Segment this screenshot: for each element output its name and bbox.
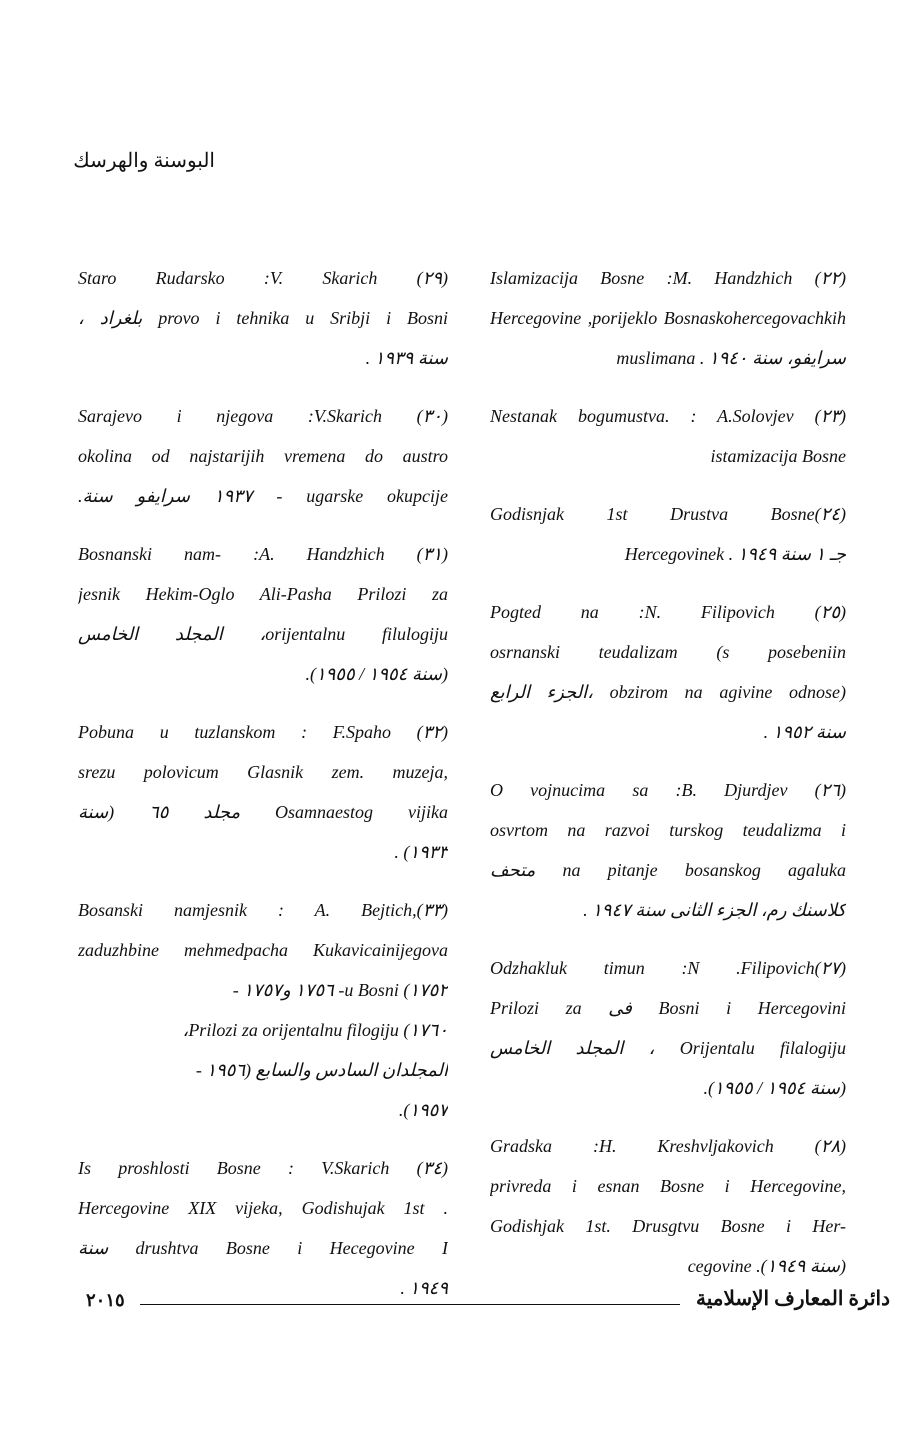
- entry-line: الجزء الرابع، obzirom na agivine odnose): [490, 682, 846, 702]
- entry-line: Nestanak bogumustva. : A.Solovjev (٢٣): [490, 406, 846, 426]
- entry-line: osrnanski teudalizam (s posebeniin: [490, 642, 846, 662]
- bibliography-entry: [490, 592, 846, 752]
- page-footer: [78, 1286, 890, 1316]
- bibliography-entry: [78, 396, 448, 516]
- entry-line: متحف na pitanje bosanskog agaluka: [490, 860, 846, 880]
- bibliography-entry: [78, 890, 448, 1130]
- entry-line: Pobuna u tuzlanskom : F.Spaho (٣٢): [78, 722, 448, 742]
- bibliography-entry: [490, 948, 846, 1108]
- page-header-title: البوسنة والهرسك: [73, 150, 215, 172]
- entry-line: (سنة ١٩٤٩). cegovine: [687, 1256, 846, 1276]
- entry-line: Godishjak 1st. Drusgtvu Bosne i Her-: [490, 1216, 846, 1236]
- entry-line: .١٩٣٧ سرايفو سنة - ugarske okupcije: [78, 486, 448, 506]
- entry-line: جـ ١ سنة ١٩٤٩ . Hercegovinek: [624, 544, 846, 564]
- bibliography-entry: [78, 258, 448, 378]
- bibliography-entry: [490, 494, 846, 574]
- bibliography-entry: [78, 534, 448, 694]
- bibliography-entry: [78, 1148, 448, 1308]
- bibliography-entry: [490, 396, 846, 476]
- entry-line: Islamizacija Bosne :M. Handzhich (٢٢): [490, 268, 846, 288]
- entry-line: istamizacija Bosne: [710, 446, 846, 466]
- entry-line: ١٩٤٩ .: [400, 1278, 448, 1298]
- entry-line: Staro Rudarsko :V. Skarich (٢٩): [78, 268, 448, 288]
- entry-line: Hercegovine XIX vijeka, Godishujak 1st .: [78, 1198, 448, 1218]
- journal-title: دائرة المعارف الإسلامية: [695, 1288, 890, 1310]
- entry-line: ١٩٣٣) .: [394, 842, 448, 862]
- entry-line: ، بلغراد provo i tehnika u Sribji i Bosni: [78, 308, 448, 328]
- entry-line: سنة drushtva Bosne i Hecegovine I: [78, 1238, 448, 1258]
- entry-line: okolina od najstarijih vremena do austro: [78, 446, 448, 466]
- entry-line: jesnik Hekim-Oglo Ali-Pasha Prilozi za: [78, 584, 448, 604]
- entry-line: Odzhakluk timun :N .Filipovich(٢٧): [490, 958, 846, 978]
- bibliography-entry: [490, 1126, 846, 1286]
- entry-line: O vojnucima sa :B. Djurdjev (٢٦): [490, 780, 846, 800]
- entry-line: Bosnanski nam- :A. Handzhich (٣١): [78, 544, 448, 564]
- entry-line: srezu polovicum Glasnik zem. muzeja,: [78, 762, 448, 782]
- right-column: [490, 258, 846, 1304]
- entry-line: سرايفو، سنة ١٩٤٠ . muslimana: [616, 348, 846, 368]
- bibliography-entry: [490, 770, 846, 930]
- entry-line: osvrtom na razvoi turskog teudalizma i: [490, 820, 846, 840]
- entry-line: Prilozi za فى Bosni i Hercegovini: [490, 998, 846, 1018]
- left-column: [78, 258, 448, 1326]
- entry-line: كلاسنك رم، الجزء الثانى سنة ١٩٤٧ .: [583, 900, 846, 920]
- entry-line: المجلد الخامس ، Orijentalu filalogiju: [490, 1038, 846, 1058]
- entry-line: ١٧٥٢) u Bosni- ١٧٥٦ و١٧٥٧ -: [232, 980, 448, 1000]
- page-number: ٢٠١٥: [86, 1290, 125, 1310]
- entry-line: Pogted na :N. Filipovich (٢٥): [490, 602, 846, 622]
- entry-line: zaduzhbine mehmedpacha Kukavicainijegova: [78, 940, 448, 960]
- entry-line: المجلد الخامس ،orijentalnu filulogiju: [78, 624, 448, 644]
- entry-line: سنة ١٩٣٩ .: [365, 348, 448, 368]
- entry-line: مجلد ٦٥ (سنة Osamnaestog vijika: [78, 802, 448, 822]
- entry-line: privreda i esnan Bosne i Hercegovine,: [490, 1176, 846, 1196]
- entry-line: ١٩٥٧).: [398, 1100, 448, 1120]
- entry-line: المجلدان السادس والسابع (١٩٥٦ -: [195, 1060, 448, 1080]
- entry-line: Godisnjak 1st Drustva Bosne(٢٤): [490, 504, 846, 524]
- entry-line: Is proshlosti Bosne : V.Skarich (٣٤): [78, 1158, 448, 1178]
- entry-line: (سنة ١٩٥٤ / ١٩٥٥).: [703, 1078, 846, 1098]
- entry-line: Sarajevo i njegova :V.Skarich (٣٠): [78, 406, 448, 426]
- entry-line: Hercegovine ,porijeklo Bosnaskohercegovachkih: [490, 308, 846, 328]
- entry-line: سنة ١٩٥٢ .: [763, 722, 846, 742]
- entry-line: Bosanski namjesnik : A. Bejtich,(٣٣): [78, 900, 448, 920]
- bibliography-entry: [490, 258, 846, 378]
- bibliography-entry: [78, 712, 448, 872]
- entry-line: (سنة ١٩٥٤ / ١٩٥٥).: [305, 664, 448, 684]
- entry-line: ١٧٦٠) Prilozi za orijentalnu filogiju،: [182, 1020, 448, 1040]
- footer-rule: [140, 1304, 680, 1305]
- entry-line: Gradska :H. Kreshvljakovich (٢٨): [490, 1136, 846, 1156]
